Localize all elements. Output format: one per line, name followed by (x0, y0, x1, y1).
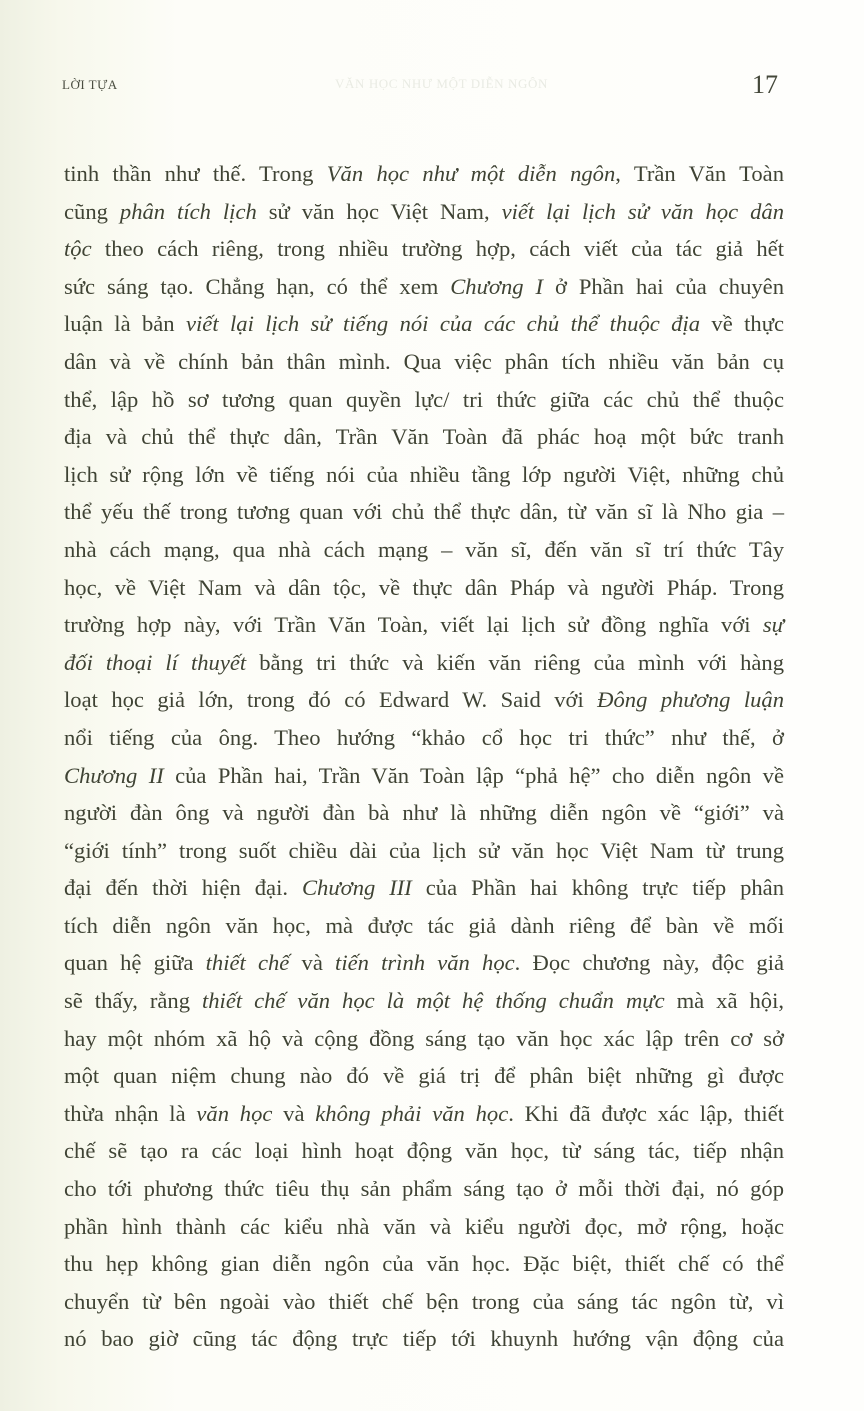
italic-segment: không phải văn học (315, 1100, 509, 1126)
text-line (64, 381, 784, 419)
text-segment: nhà cách mạng, qua nhà cách mạng – văn sĩ, đến văn sĩ trí thức Tây (64, 536, 784, 562)
text-segment: cũng (64, 198, 120, 224)
text-segment: theo cách riêng, trong nhiều trường hợp, cách viết của tác giả hết (91, 236, 784, 262)
italic-segment: Đông phương luận (597, 687, 784, 713)
text-segment: đại đến thời hiện đại. (64, 875, 302, 901)
text-line (64, 569, 784, 607)
text-line (64, 982, 784, 1020)
text-segment: loạt học giả lớn, trong đó có Edward W. Said với (64, 687, 598, 713)
running-head: LỜI TỰA (62, 77, 118, 92)
italic-segment: Chương II (64, 762, 164, 788)
text-segment: và (272, 1100, 316, 1126)
text-segment: luận là bản (64, 311, 186, 337)
text-line (64, 944, 784, 982)
italic-segment: Chương I (450, 273, 544, 299)
text-line (64, 1132, 784, 1170)
text-line (64, 230, 784, 268)
text-segment: nổi tiếng của ông. Theo hướng “khảo cổ học tri thức” như thế, ở (64, 724, 784, 750)
text-line (64, 193, 784, 231)
text-line (64, 644, 784, 682)
italic-segment: viết lại lịch sử văn học dân (501, 198, 785, 224)
text-segment: thu hẹp không gian diễn ngôn của văn học. Đặc biệt, thiết chế có thể (64, 1251, 784, 1277)
text-segment: thể yếu thế trong tương quan với chủ thể thực dân, từ văn sĩ là Nho gia – (64, 499, 784, 525)
text-segment: một quan niệm chung nào đó về giá trị để phân biệt những gì được (64, 1063, 784, 1089)
text-line (64, 907, 784, 945)
text-segment: chế sẽ tạo ra các loại hình hoạt động văn học, từ sáng tác, tiếp nhận (64, 1138, 784, 1164)
text-line (64, 832, 784, 870)
text-line (64, 1020, 784, 1058)
text-line (64, 531, 784, 569)
text-segment: sử văn học Việt Nam, (256, 198, 502, 224)
italic-segment: viết lại lịch sử tiếng nói của các chủ thể thuộc địa (186, 311, 701, 337)
text-segment: . Đọc chương này, độc giả (514, 950, 785, 976)
text-segment: của Phần hai, Trần Văn Toàn lập “phả hệ” cho diễn ngôn về (163, 762, 784, 788)
text-segment: học, về Việt Nam và dân tộc, về thực dân Pháp và người Pháp. Trong (64, 574, 784, 600)
text-segment: quan hệ giữa (64, 950, 206, 976)
italic-segment: sự (762, 612, 784, 638)
italic-segment: tiến trình văn học (335, 950, 515, 976)
text-segment: “giới tính” trong suốt chiều dài của lịch sử văn học Việt Nam từ trung (64, 837, 784, 863)
text-line (64, 305, 784, 343)
italic-segment: thiết chế (205, 950, 290, 976)
text-line (64, 1170, 784, 1208)
text-segment: tích diễn ngôn văn học, mà được tác giả dành riêng để bàn về mối (64, 912, 784, 938)
text-segment: . Khi đã được xác lập, thiết (508, 1100, 784, 1126)
italic-segment: Chương III (301, 875, 412, 901)
text-segment: về thực (700, 311, 784, 337)
text-segment: người đàn ông và người đàn bà như là những diễn ngôn về “giới” và (64, 800, 784, 826)
text-line (64, 1283, 784, 1321)
text-line (64, 155, 784, 193)
page-number: 17 (752, 70, 778, 99)
text-segment: phần hình thành các kiểu nhà văn và kiểu người đọc, mở rộng, hoặc (64, 1213, 784, 1239)
text-segment: cho tới phương thức tiêu thụ sản phẩm sáng tạo ở mỗi thời đại, nó góp (64, 1176, 784, 1202)
text-segment: trường hợp này, với Trần Văn Toàn, viết lại lịch sử đồng nghĩa với (64, 612, 763, 638)
italic-segment: tộc (64, 236, 92, 262)
text-line (64, 1057, 784, 1095)
italic-segment: thiết chế văn học là một hệ thống chuẩn mực (201, 988, 665, 1014)
text-line (64, 343, 784, 381)
text-line (64, 418, 784, 456)
text-segment: của Phần hai không trực tiếp phân (411, 875, 785, 901)
text-line (64, 1245, 784, 1283)
text-segment: dân và về chính bản thân mình. Qua việc phân tích nhiều văn bản cụ (64, 348, 784, 374)
text-segment: sẽ thấy, rằng (64, 988, 202, 1014)
show-through-header: VĂN HỌC NHƯ MỘT DIỄN NGÔN (335, 76, 548, 91)
italic-segment: đối thoại lí thuyết (64, 649, 247, 675)
text-line (64, 757, 784, 795)
text-line (64, 268, 784, 306)
italic-segment: văn học (196, 1100, 273, 1126)
text-line (64, 493, 784, 531)
text-line (64, 456, 784, 494)
text-line (64, 606, 784, 644)
text-segment: địa và chủ thể thực dân, Trần Văn Toàn đã phác hoạ một bức tranh (64, 424, 784, 450)
text-segment: , Trần Văn Toàn (615, 161, 784, 186)
italic-segment: phân tích lịch (119, 198, 257, 224)
text-segment: thừa nhận là (64, 1100, 197, 1126)
text-segment: chuyển từ bên ngoài vào thiết chế bện trong của sáng tác ngôn từ, vì (64, 1288, 784, 1314)
text-segment: ở Phần hai của chuyên (543, 273, 784, 299)
text-line (64, 869, 784, 907)
text-segment: sức sáng tạo. Chẳng hạn, có thể xem (64, 273, 451, 299)
text-segment: hay một nhóm xã hộ và cộng đồng sáng tạo văn học xác lập trên cơ sở (64, 1025, 784, 1051)
text-line (64, 719, 784, 757)
text-segment: mà xã hội, (664, 988, 784, 1014)
text-line (64, 1208, 784, 1246)
text-line (64, 1320, 784, 1358)
text-line (64, 1095, 784, 1133)
text-segment: thể, lập hồ sơ tương quan quyền lực/ tri thức giữa các chủ thể thuộc (64, 386, 784, 412)
text-segment: và (289, 950, 336, 976)
text-segment: lịch sử rộng lớn về tiếng nói của nhiều tầng lớp người Việt, những chủ (64, 461, 784, 487)
text-line (64, 681, 784, 719)
text-segment: nó bao giờ cũng tác động trực tiếp tới khuynh hướng vận động của (64, 1326, 784, 1352)
text-segment: tinh thần như thế. Trong (64, 161, 327, 186)
body-paragraph (64, 155, 784, 1358)
text-segment: bằng tri thức và kiến văn riêng của mình với hàng (246, 649, 784, 675)
text-line (64, 794, 784, 832)
italic-segment: Văn học như một diễn ngôn (326, 161, 616, 186)
